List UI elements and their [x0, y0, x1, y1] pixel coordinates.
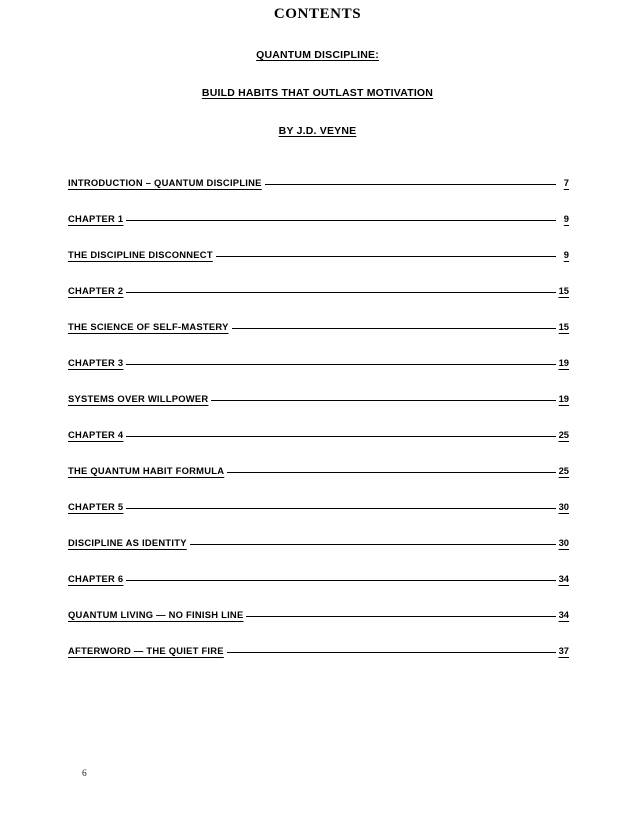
toc-entry[interactable] — [68, 333, 569, 369]
table-of-contents — [68, 153, 569, 657]
toc-entry-page: 34 — [558, 573, 569, 584]
page-number: 6 — [82, 769, 87, 779]
toc-leader — [126, 292, 555, 293]
toc-entry-page: 15 — [558, 321, 569, 332]
toc-entry-label: AFTERWORD — THE QUIET FIRE — [68, 645, 224, 656]
toc-leader — [126, 436, 555, 437]
toc-entry[interactable] — [68, 549, 569, 585]
toc-entry-page: 30 — [558, 537, 569, 548]
toc-entry-page: 9 — [563, 213, 569, 224]
toc-entry[interactable] — [68, 405, 569, 441]
toc-entry-page: 7 — [563, 177, 569, 188]
toc-leader — [232, 328, 556, 329]
toc-entry[interactable] — [68, 585, 569, 621]
toc-entry[interactable] — [68, 261, 569, 297]
toc-entry-page: 25 — [558, 429, 569, 440]
toc-entry-page: 30 — [558, 501, 569, 512]
toc-entry-label: SYSTEMS OVER WILLPOWER — [68, 393, 209, 404]
toc-entry-label: THE SCIENCE OF SELF-MASTERY — [68, 321, 229, 332]
toc-entry-page: 9 — [563, 249, 569, 260]
toc-entry-page: 25 — [558, 465, 569, 476]
toc-entry-label: CHAPTER 3 — [68, 357, 124, 368]
toc-leader — [126, 508, 555, 509]
toc-entry[interactable] — [68, 189, 569, 225]
toc-entry[interactable] — [68, 621, 569, 657]
toc-leader — [190, 544, 556, 545]
toc-entry-label: DISCIPLINE AS IDENTITY — [68, 537, 187, 548]
toc-entry-label: THE QUANTUM HABIT FORMULA — [68, 465, 225, 476]
toc-entry-page: 15 — [558, 285, 569, 296]
toc-leader — [126, 220, 556, 221]
toc-leader — [126, 364, 555, 365]
toc-entry[interactable] — [68, 369, 569, 405]
toc-entry-label: CHAPTER 2 — [68, 285, 124, 296]
toc-entry[interactable] — [68, 153, 569, 189]
toc-entry-label: CHAPTER 4 — [68, 429, 124, 440]
toc-leader — [216, 256, 556, 257]
book-byline-text: BY J.D. VEYNE — [278, 125, 357, 137]
page-title: CONTENTS — [273, 6, 362, 22]
toc-entry[interactable] — [68, 297, 569, 333]
book-title-line-1 — [0, 49, 635, 61]
toc-entry-page: 19 — [558, 357, 569, 368]
toc-leader — [126, 580, 555, 581]
toc-entry[interactable] — [68, 441, 569, 477]
toc-entry-label: CHAPTER 6 — [68, 573, 124, 584]
toc-entry[interactable] — [68, 513, 569, 549]
toc-entry-label: CHAPTER 5 — [68, 501, 124, 512]
toc-entry-label: QUANTUM LIVING — NO FINISH LINE — [68, 609, 244, 620]
book-title-line-2-text: BUILD HABITS THAT OUTLAST MOTIVATION — [201, 87, 434, 99]
toc-leader — [227, 652, 556, 653]
book-byline — [0, 125, 635, 137]
toc-entry[interactable] — [68, 477, 569, 513]
toc-leader — [246, 616, 555, 617]
toc-leader — [211, 400, 555, 401]
toc-entry-page: 19 — [558, 393, 569, 404]
toc-leader — [265, 184, 556, 185]
book-title-line-1-text: QUANTUM DISCIPLINE: — [256, 49, 379, 61]
toc-entry[interactable] — [68, 225, 569, 261]
toc-entry-page: 34 — [558, 609, 569, 620]
toc-entry-label: THE DISCIPLINE DISCONNECT — [68, 249, 213, 260]
toc-entry-label: CHAPTER 1 — [68, 213, 124, 224]
toc-entry-label: INTRODUCTION – QUANTUM DISCIPLINE — [68, 177, 262, 188]
book-title-line-2 — [0, 87, 635, 99]
toc-leader — [227, 472, 555, 473]
title-block — [0, 49, 635, 137]
toc-entry-page: 37 — [558, 645, 569, 656]
